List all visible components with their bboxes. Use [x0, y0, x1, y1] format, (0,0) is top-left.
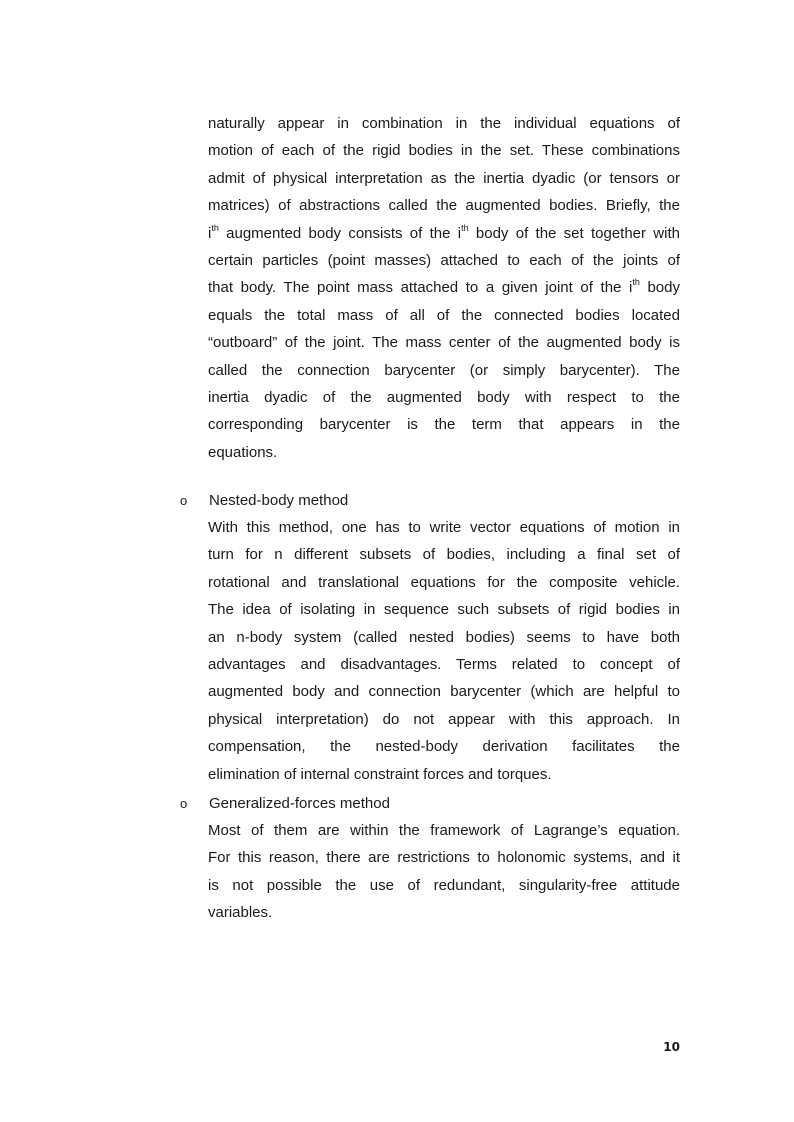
- paragraph-line: that body. The point mass attached to a given joint of the $i^{th}$ body: [208, 277, 680, 297]
- generalized-forces-paragraph: [208, 817, 680, 927]
- paragraph-line: equations.: [208, 443, 278, 461]
- paragraph-line: variables.: [208, 904, 273, 922]
- paragraph-line: turn for n different subsets of bodies, including a final set of: [208, 546, 680, 564]
- paragraph-line: admit of physical interpretation as the inertia dyadic (or tensors or: [208, 169, 680, 187]
- paragraph-line: elimination of internal constraint forces and torques.: [208, 765, 552, 783]
- paragraph-line: naturally appear in combination in the individual equations of: [208, 115, 680, 132]
- paragraph-line: certain particles (point masses) attached to each of the joints of: [208, 251, 680, 269]
- bullet-marker: o: [180, 796, 188, 811]
- bullet-nested-body: [0, 487, 794, 514]
- bullet-marker: o: [180, 493, 188, 508]
- paragraph-line: equals the total mass of all of the connected bodies located: [208, 306, 680, 324]
- paragraph-line: Most of them are within the framework of Lagrange’s equation.: [208, 822, 680, 839]
- paragraph-line: called the connection barycenter (or simply barycenter). The: [208, 361, 680, 379]
- paragraph-line: matrices) of abstractions called the augmented bodies. Briefly, the: [208, 197, 680, 215]
- paragraph-line: an n-body system (called nested bodies) seems to have both: [208, 628, 680, 646]
- paragraph-line: motion of each of the rigid bodies in the set. These combinations: [208, 142, 680, 160]
- bullet-heading: Generalized-forces method: [209, 795, 390, 812]
- paragraph-line: $i^{th}$ augmented body consists of the $i^{th}$ body of the set together with: [208, 222, 680, 242]
- paragraph-line: inertia dyadic of the augmented body with respect to the: [208, 388, 680, 406]
- paragraph-line: rotational and translational equations for the composite vehicle.: [208, 573, 680, 591]
- paragraph-line: compensation, the nested-body derivation facilitates the: [208, 738, 680, 756]
- bullet-generalized-forces: [0, 790, 794, 817]
- paragraph-line: physical interpretation) do not appear with this approach. In: [208, 710, 680, 728]
- bullet-heading: Nested-body method: [209, 492, 349, 509]
- paragraph-line: is not possible the use of redundant, singularity-free attitude: [208, 876, 680, 894]
- page-number: 10: [663, 1040, 680, 1054]
- intro-paragraph: [208, 110, 680, 466]
- paragraph-line: For this reason, there are restrictions to holonomic systems, and it: [208, 849, 680, 867]
- paragraph-line: The idea of isolating in sequence such subsets of rigid bodies in: [208, 601, 680, 619]
- paragraph-line: advantages and disadvantages. Terms related to concept of: [208, 655, 680, 673]
- paragraph-line: augmented body and connection barycenter (which are helpful to: [208, 683, 680, 701]
- paragraph-line: “outboard” of the joint. The mass center of the augmented body is: [208, 334, 680, 352]
- nested-body-paragraph: [208, 514, 680, 788]
- paragraph-line: With this method, one has to write vector equations of motion in: [208, 519, 680, 536]
- paragraph-line: corresponding barycenter is the term that appears in the: [208, 416, 680, 434]
